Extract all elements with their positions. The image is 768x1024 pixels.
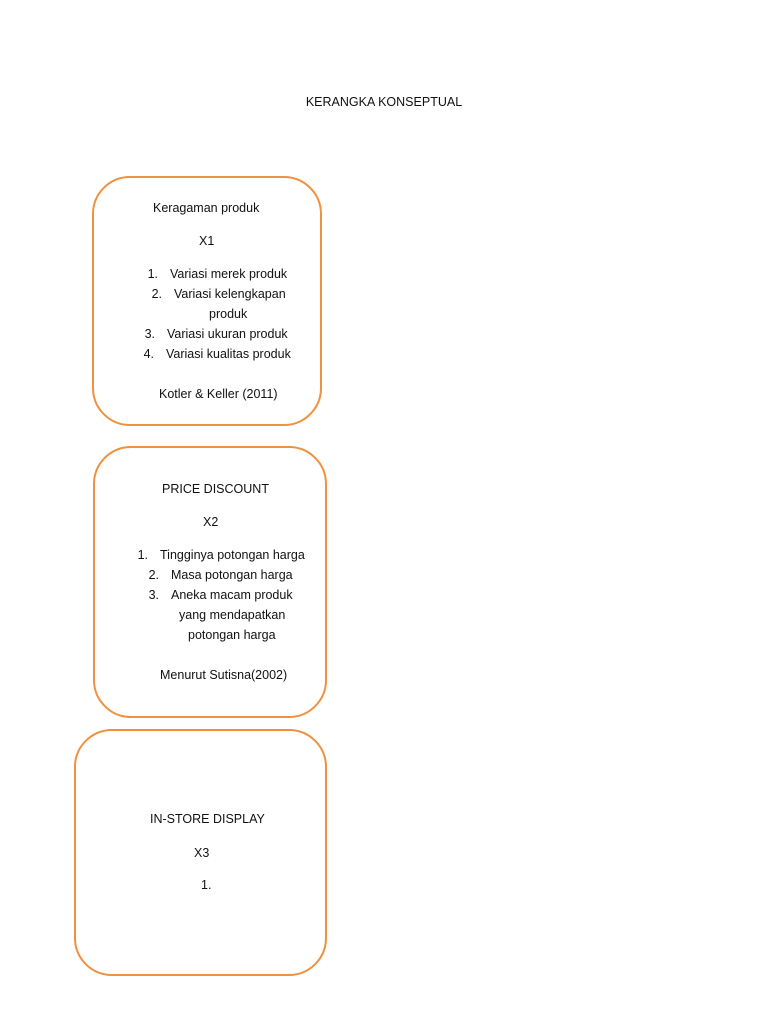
- page-title: KERANGKA KONSEPTUAL: [305, 95, 463, 109]
- box2-item-3-text-cont-1: yang mendapatkan: [179, 608, 286, 622]
- box2-source: Menurut Sutisna(2002): [160, 668, 288, 682]
- box1-item-3-text: Variasi ukuran produk: [167, 327, 288, 341]
- box2-item-1-number: 1.: [137, 548, 148, 562]
- box1-item-2-number: 2.: [151, 287, 162, 301]
- box2-item-3-number: 3.: [148, 588, 159, 602]
- box1-item-1-text: Variasi merek produk: [170, 267, 288, 281]
- box2-item-3-text-cont-2: potongan harga: [188, 628, 276, 642]
- box1-source: Kotler & Keller (2011): [159, 387, 278, 401]
- box2-item-3-text: Aneka macam produk: [171, 588, 293, 602]
- box2-heading: PRICE DISCOUNT: [162, 482, 269, 496]
- box1-item-2-text-cont: produk: [209, 307, 248, 321]
- box1-item-2-text: Variasi kelengkapan: [174, 287, 286, 301]
- box3-heading: IN-STORE DISPLAY: [150, 812, 265, 826]
- box1-heading: Keragaman produk: [153, 201, 260, 215]
- box2-item-1-text: Tingginya potongan harga: [160, 548, 305, 562]
- box3-variable: X3: [194, 846, 210, 860]
- box2-variable: X2: [203, 515, 219, 529]
- box1-item-3-number: 3.: [144, 327, 155, 341]
- box2-item-2-number: 2.: [148, 568, 159, 582]
- box1-item-1-number: 1.: [147, 267, 158, 281]
- box3-item-1-number: 1.: [201, 878, 212, 892]
- box1-item-4-number: 4.: [143, 347, 154, 361]
- box1-item-4-text: Variasi kualitas produk: [166, 347, 291, 361]
- box2-item-2-text: Masa potongan harga: [171, 568, 293, 582]
- box1-variable: X1: [199, 234, 215, 248]
